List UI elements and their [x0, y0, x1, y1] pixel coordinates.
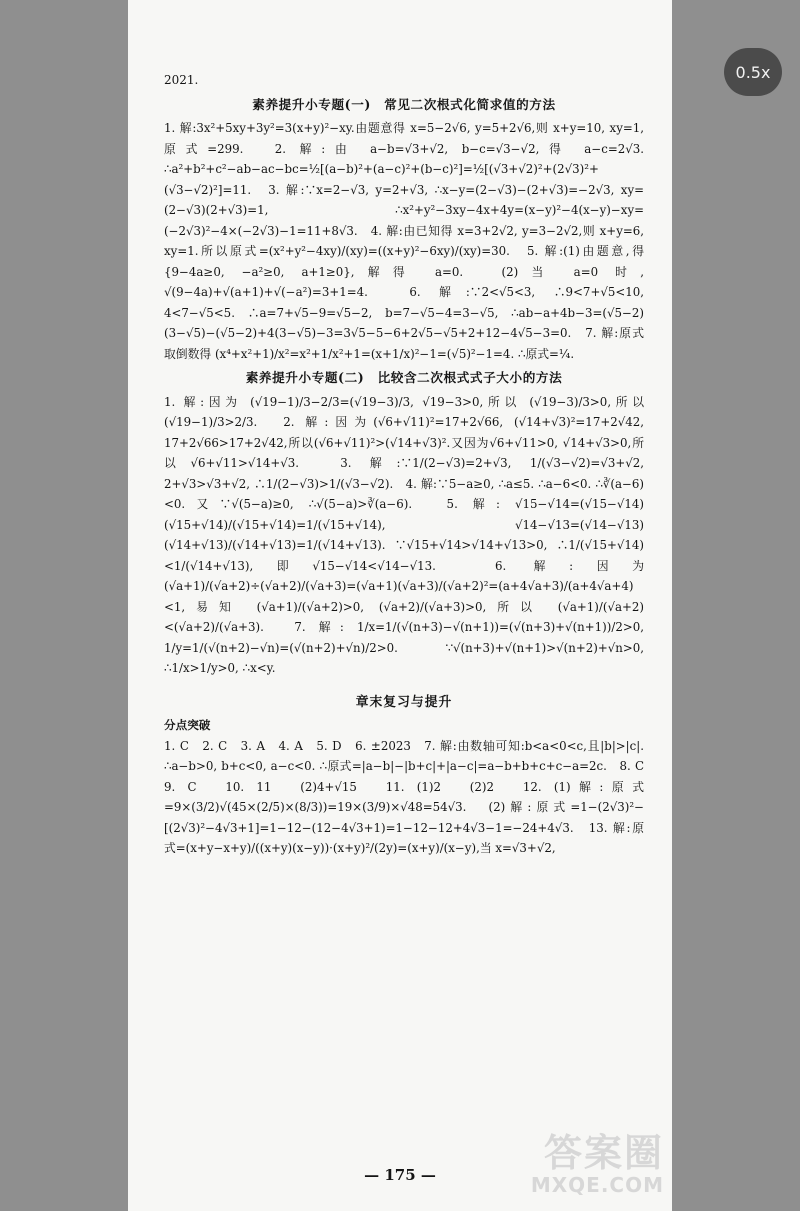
section-title-2: 素养提升小专题(二) 比较含二次根式式子大小的方法 [245, 370, 563, 385]
chapter-review-solutions: 1. C 2. C 3. A 4. A 5. D 6. ±2023 7. 解:由数轴可知:b<a<0<c,且|b|>|c|. ∴a−b>0, b+c<0, a−c<0. ∴原式=|a−b|−|b+c|+|a−c|=a−b+b+c+c−a=2c. 8. C 9. C 10. 11 (2)4+√15 11. (1)2 (2)2 12. (1)解:原式=9×(3/2)√(45×(2/5)×(8/3))=19×(3/9)×√48=54√3. (2)解:原式=1−(2√3)²−[(2√3)²−4√3+1]=1−12−(12−4√3+1)=1−12−12+4√3−1=−24+4√3. 13. 解:原式=(x+y−x+y)/((x+y)(x−y))·(x+y)²/(2y)=(x+y)/(x−y),当 x=√3+√2, [164, 738, 656, 855]
subsection-heading: 分点突破 [164, 718, 211, 732]
page-number: — 175 — [364, 1166, 436, 1184]
document-page [128, 0, 672, 1211]
site-watermark [531, 1133, 664, 1197]
chapter-review-title: 章末复习与提升 [355, 694, 453, 710]
watermark-logo-text: 答案圈 [543, 1131, 664, 1175]
section-title-1: 素养提升小专题(一) 常见二次根式化简求值的方法 [252, 96, 556, 112]
continued-text: 2021. [164, 73, 199, 87]
page-content [164, 70, 656, 863]
watermark-url: MXQE.COM [530, 1173, 664, 1197]
section-2-solutions: 1. 解:因为 (√19−1)/3−2/3=(√19−3)/3, √19−3>0,所以 (√19−3)/3>0,所以 (√19−1)/3>2/3. 2. 解:因为(√6+√11)²=17+2√66, (√14+√3)²=17+2√42, 17+2√66>17+2√42,所以(√6+√11)²>(√14+√3)².又因为√6+√11>0, √14+√3>0,所以√6+√11>√14+√3. 3. 解:∵1/(2−√3)=2+√3, 1/(√3−√2)=√3+√2, 2+√3>√3+√2, ∴1/(2−√3)>1/(√3−√2). 4. 解:∵5−a≥0, ∴a≤5. ∴a−6<0. ∴∛(a−6)<0.又∵√(5−a)≥0, ∴√(5−a)>∛(a−6). 5. 解: √15−√14=(√15−√14)(√15+√14)/(√15+√14)=1/(√15+√14), √14−√13=(√14−√13)(√14+√13)/(√14+√13)=1/(√14+√13). ∵√15+√14>√14+√13>0, ∴1/(√15+√14)<1/(√14+√13),即√15−√14<√14−√13. 6. 解:因为 (√a+1)/(√a+2)÷(√a+2)/(√a+3)=(√a+1)(√a+3)/(√a+2)²=(a+4√a+3)/(a+4√a+4)<1,易知 (√a+1)/(√a+2)>0, (√a+2)/(√a+3)>0,所以 (√a+1)/(√a+2)<(√a+2)/(√a+3). 7. 解: 1/x=1/(√(n+3)−√(n+1))=(√(n+3)+√(n+1))/2>0, 1/y=1/(√(n+2)−√n)=(√(n+2)+√n)/2>0. ∵√(n+3)+√(n+1)>√(n+2)+√n>0, ∴1/x>1/y>0, ∴x<y. [164, 394, 644, 675]
section-1-solutions: 1. 解:3x²+5xy+3y²=3(x+y)²−xy.由题意得 x=5−2√6, y=5+2√6,则 x+y=10, xy=1,原式=299. 2. 解:由 a−b=√3+√2, b−c=√3−√2,得 a−c=2√3. ∴a²+b²+c²−ab−ac−bc=½[(a−b)²+(a−c)²+(b−c)²]=½[(√3+√2)²+(2√3)²+(√3−√2)²]=11. 3. 解:∵x=2−√3, y=2+√3, ∴x−y=(2−√3)−(2+√3)=−2√3, xy=(2−√3)(2+√3)=1, ∴x²+y²−3xy−4x+4y=(x−y)²−4(x−y)−xy=(−2√3)²−4×(−2√3)−1=11+8√3. 4. 解:由已知得 x=3+2√2, y=3−2√2,则 x+y=6, xy=1.所以原式=(x²+y²−4xy)/(xy)=((x+y)²−6xy)/(xy)=30. 5. 解:(1)由题意,得{9−4a≥0, −a²≥0, a+1≥0},解得 a=0. (2)当 a=0 时, √(9−4a)+√(a+1)+√(−a²)=3+1=4. 6. 解:∵2<√5<3, ∴9<7+√5<10, 4<7−√5<5. ∴a=7+√5−9=√5−2, b=7−√5−4=3−√5, ∴ab−a+4b−3=(√5−2)(3−√5)−(√5−2)+4(3−√5)−3=3√5−5−6+2√5−√5+2+12−4√5−3=0. 7. 解:原式取倒数得 (x⁴+x²+1)/x²=x²+1/x²+1=(x+1/x)²−1=(√5)²−1=4. ∴原式=¼. [164, 121, 644, 361]
zoom-level-button[interactable]: 0.5x [724, 48, 782, 96]
